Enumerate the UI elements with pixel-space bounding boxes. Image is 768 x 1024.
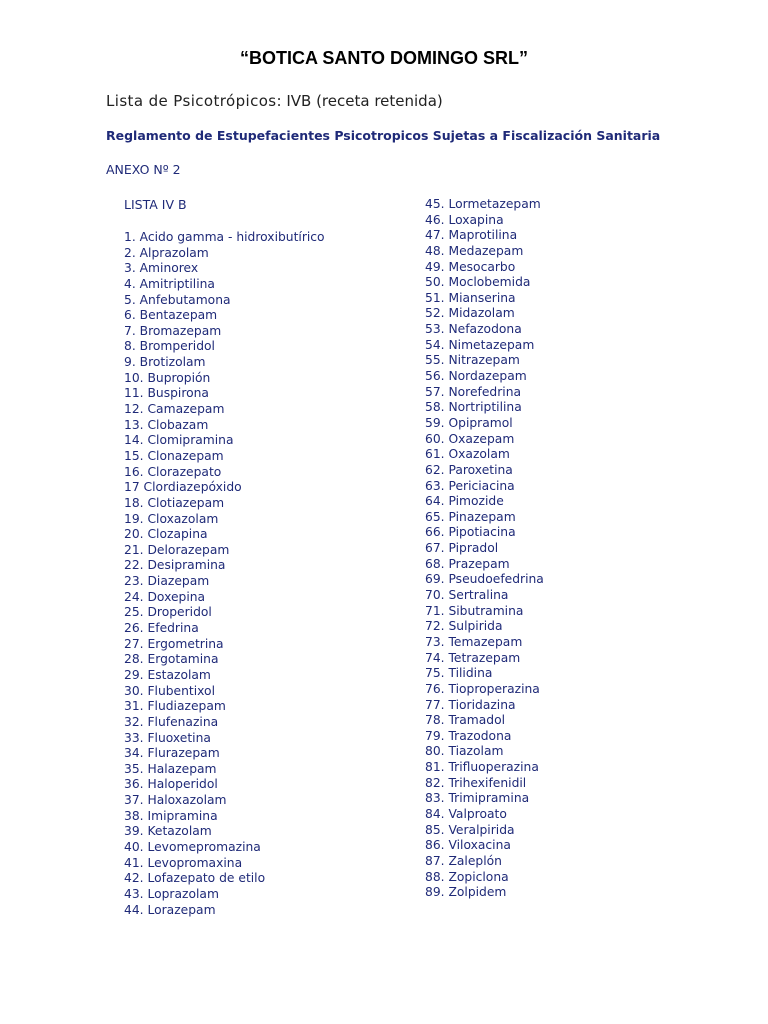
drug-list-item: 17 Clordiazepóxido: [124, 480, 242, 495]
drug-list-item: 13. Clobazam: [124, 417, 209, 432]
drug-list-item: 50. Moclobemida: [425, 275, 531, 290]
drug-list-item: 54. Nimetazepam: [425, 337, 535, 352]
drug-list-item: 5. Anfebutamona: [124, 292, 231, 307]
drug-list-item: 8. Bromperidol: [124, 339, 215, 354]
drug-list-item: 18. Clotiazepam: [124, 495, 225, 510]
drug-list-item: 48. Medazepam: [425, 243, 524, 258]
annex-label: ANEXO Nº 2: [106, 162, 181, 177]
drug-list-item: 53. Nefazodona: [425, 322, 522, 337]
drug-list-item: 85. Veralpirida: [425, 822, 515, 837]
drug-list-item: 49. Mesocarbo: [425, 259, 516, 274]
drug-list-item: 46. Loxapina: [425, 212, 504, 227]
drug-list-left-column: [124, 230, 325, 918]
drug-list-item: 9. Brotizolam: [124, 355, 206, 370]
drug-list-item: 31. Fludiazepam: [124, 699, 226, 714]
drug-list-item: 83. Trimipramina: [425, 791, 530, 806]
drug-list-item: 35. Halazepam: [124, 761, 217, 776]
drug-list-item: 74. Tetrazepam: [425, 650, 521, 665]
drug-list-item: 2. Alprazolam: [124, 245, 209, 260]
drug-list-item: 3. Aminorex: [124, 261, 199, 276]
drug-list-item: 67. Pipradol: [425, 541, 499, 556]
drug-list-item: 32. Flufenazina: [124, 714, 219, 729]
drug-list-item: 42. Lofazepato de etilo: [124, 871, 266, 886]
drug-list-item: 78. Tramadol: [425, 713, 506, 728]
drug-list-item: 47. Maprotilina: [425, 228, 518, 243]
drug-list-item: 73. Temazepam: [425, 634, 523, 649]
drug-list-item: 81. Trifluoperazina: [425, 760, 539, 775]
drug-list-right-column: [425, 197, 544, 901]
drug-list-item: 6. Bentazepam: [124, 308, 218, 323]
drug-list-item: 69. Pseudoefedrina: [425, 572, 544, 587]
drug-list-item: 79. Trazodona: [425, 728, 512, 743]
drug-list-item: 70. Sertralina: [425, 588, 509, 603]
drug-list-item: 33. Fluoxetina: [124, 730, 211, 745]
drug-list-item: 63. Periciacina: [425, 478, 515, 493]
drug-list-item: 75. Tilidina: [425, 666, 493, 681]
drug-list-item: 14. Clomipramina: [124, 433, 234, 448]
drug-list-item: 12. Camazepam: [124, 402, 225, 417]
drug-list-item: 19. Cloxazolam: [124, 511, 219, 526]
drug-list-item: 89. Zolpidem: [425, 885, 507, 900]
drug-list-item: 55. Nitrazepam: [425, 353, 520, 368]
drug-list-item: 76. Tioproperazina: [425, 681, 540, 696]
drug-list-item: 57. Norefedrina: [425, 384, 522, 399]
drug-list-item: 59. Opipramol: [425, 415, 513, 430]
drug-list-item: 72. Sulpirida: [425, 619, 503, 634]
drug-list-item: 28. Ergotamina: [124, 652, 219, 667]
drug-list-item: 88. Zopiclona: [425, 869, 509, 884]
drug-list-item: 10. Bupropión: [124, 370, 211, 385]
drug-list-item: 44. Lorazepam: [124, 902, 216, 917]
drug-list-item: 39. Ketazolam: [124, 824, 212, 839]
drug-list-item: 61. Oxazolam: [425, 447, 510, 462]
drug-list-item: 36. Haloperidol: [124, 777, 218, 792]
drug-list-item: 41. Levopromaxina: [124, 855, 243, 870]
drug-list-item: 11. Buspirona: [124, 386, 209, 401]
drug-list-item: 37. Haloxazolam: [124, 793, 227, 808]
drug-list-item: 66. Pipotiacina: [425, 525, 516, 540]
drug-list-item: 65. Pinazepam: [425, 509, 516, 524]
drug-list-item: 16. Clorazepato: [124, 464, 222, 479]
drug-list-item: 29. Estazolam: [124, 667, 211, 682]
drug-list-item: 4. Amitriptilina: [124, 276, 215, 291]
drug-list-item: 34. Flurazepam: [124, 746, 220, 761]
drug-list-item: 84. Valproato: [425, 806, 507, 821]
drug-list-item: 1. Acido gamma - hidroxibutírico: [124, 230, 325, 244]
drug-list-item: 86. Viloxacina: [425, 838, 511, 853]
regulation-heading: Reglamento de Estupefacientes Psicotropicos Sujetas a Fiscalización Sanitaria: [106, 128, 661, 143]
list-subtitle: [106, 92, 443, 110]
drug-list-item: 71. Sibutramina: [425, 603, 524, 618]
drug-list-item: 24. Doxepina: [124, 589, 206, 604]
drug-list-item: 40. Levomepromazina: [124, 839, 261, 854]
list-heading: LISTA IV B: [124, 197, 187, 212]
drug-list-item: 38. Imipramina: [124, 808, 218, 823]
drug-list-item: 51. Mianserina: [425, 290, 516, 305]
drug-list-item: 15. Clonazepam: [124, 448, 224, 463]
subtitle-label: Lista de Psicotrópicos: [106, 92, 277, 110]
drug-list-item: 80. Tiazolam: [425, 744, 504, 759]
drug-list-item: 7. Bromazepam: [124, 323, 222, 338]
drug-list-item: 25. Droperidol: [124, 605, 212, 620]
drug-list-item: 82. Trihexifenidil: [425, 775, 527, 790]
drug-list-item: 22. Desipramina: [124, 558, 226, 573]
document-title: “BOTICA SANTO DOMINGO SRL”: [240, 48, 528, 68]
drug-list-item: 56. Nordazepam: [425, 369, 527, 384]
drug-list-item: 58. Nortriptilina: [425, 400, 522, 415]
drug-list-item: 62. Paroxetina: [425, 462, 513, 477]
drug-list-item: 60. Oxazepam: [425, 431, 515, 446]
drug-list-item: 87. Zaleplón: [425, 853, 502, 868]
drug-list-item: 21. Delorazepam: [124, 542, 230, 557]
drug-list-item: 45. Lormetazepam: [425, 197, 541, 211]
drug-list-item: 23. Diazepam: [124, 574, 210, 589]
drug-list-item: 68. Prazepam: [425, 556, 510, 571]
drug-list-item: 20. Clozapina: [124, 527, 208, 542]
drug-list-item: 30. Flubentixol: [124, 683, 215, 698]
drug-list-item: 77. Tioridazina: [425, 697, 516, 712]
drug-list-item: 26. Efedrina: [124, 621, 199, 636]
drug-list-item: 64. Pimozide: [425, 494, 504, 509]
subtitle-value: : IVB (receta retenida): [276, 92, 443, 110]
drug-list-item: 43. Loprazolam: [124, 886, 219, 901]
drug-list-item: 52. Midazolam: [425, 306, 515, 321]
drug-list-item: 27. Ergometrina: [124, 636, 224, 651]
